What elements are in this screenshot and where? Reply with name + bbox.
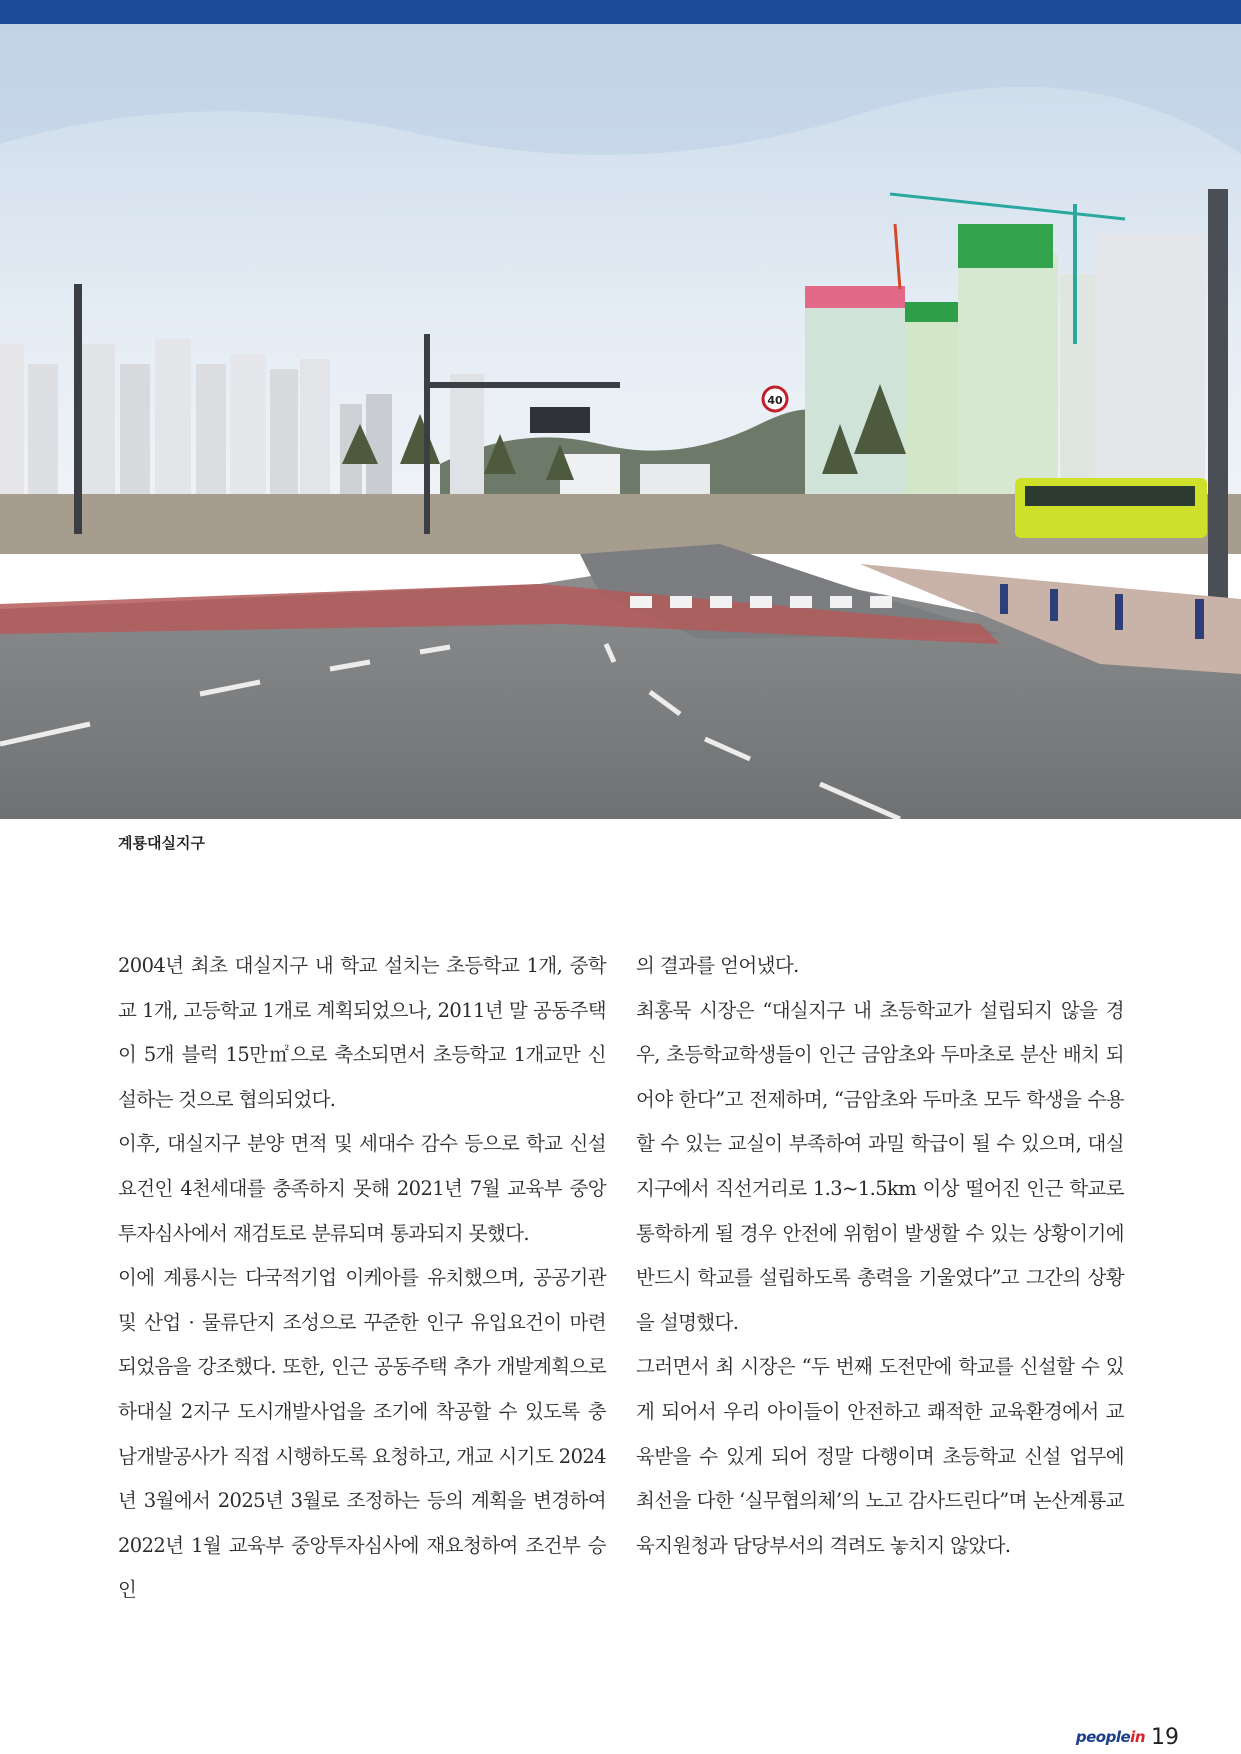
page-number: 19 (1151, 1724, 1179, 1750)
street-photo (0, 24, 1241, 819)
article-column-left (118, 944, 606, 1613)
article-column-right (636, 944, 1124, 1568)
paragraph: 의 결과를 얻어냈다. (636, 954, 799, 977)
paragraph: 최홍묵 시장은 “대실지구 내 초등학교가 설립되지 않을 경우, 초등학교학생들이 인근 금암초와 두마초로 분산 배치 되어야 한다”고 전제하며, “금암초와 두마초 모두 학생을 수용할 수 있는 교실이 부족하여 과밀 학급이 될 수 있으며, 대실지구에서 직선거리로 1.3~1.5km 이상 떨어진 인근 학교로 통학하게 될 경우 안전에 위험이 발생할 수 있는 상황이기에 반드시 학교를 설립하도록 총력을 기울였다”고 그간의 상황을 설명했다. (636, 998, 1124, 1334)
paragraph: 이에 계룡시는 다국적기업 이케아를 유치했으며, 공공기관 및 산업 · 물류단지 조성으로 꾸준한 인구 유입요건이 마련되었음을 강조했다. 또한, 인근 공동주택 추가 개발계획으로 하대실 2지구 도시개발사업을 조기에 착공할 수 있도록 충남개발공사가 직접 시행하도록 요청하고, 개교 시기도 2024년 3월에서 2025년 3월로 조정하는 등의 계획을 변경하여 2022년 1월 교육부 중앙투자심사에 재요청하여 조건부 승인 (118, 1266, 606, 1602)
brand-main: people (1075, 1728, 1131, 1746)
speed-limit-sign: 40 (767, 394, 783, 407)
page-footer (1076, 1722, 1179, 1752)
photo-caption: 계룡대실지구 (118, 834, 205, 852)
paragraph: 이후, 대실지구 분양 면적 및 세대수 감수 등으로 학교 신설 요건인 4천세대를 충족하지 못해 2021년 7월 교육부 중앙투자심사에서 재검토로 분류되며 통과되지 못했다. (118, 1132, 606, 1245)
magazine-logo (1076, 1728, 1145, 1746)
top-accent-bar (0, 0, 1241, 24)
paragraph: 2004년 최초 대실지구 내 학교 설치는 초등학교 1개, 중학교 1개, 고등학교 1개로 계획되었으나, 2011년 말 공동주택이 5개 블럭 15만㎡으로 축소되면서 초등학교 1개교만 신설하는 것으로 협의되었다. (118, 954, 606, 1111)
brand-accent: in (1130, 1728, 1145, 1746)
paragraph: 그러면서 최 시장은 “두 번째 도전만에 학교를 신설할 수 있게 되어서 우리 아이들이 안전하고 쾌적한 교육환경에서 교육받을 수 있게 되어 정말 다행이며 초등학교 신설 업무에 최선을 다한 ‘실무협의체’의 노고 감사드린다”며 논산계룡교육지원청과 담당부서의 격려도 놓치지 않았다. (636, 1355, 1124, 1557)
